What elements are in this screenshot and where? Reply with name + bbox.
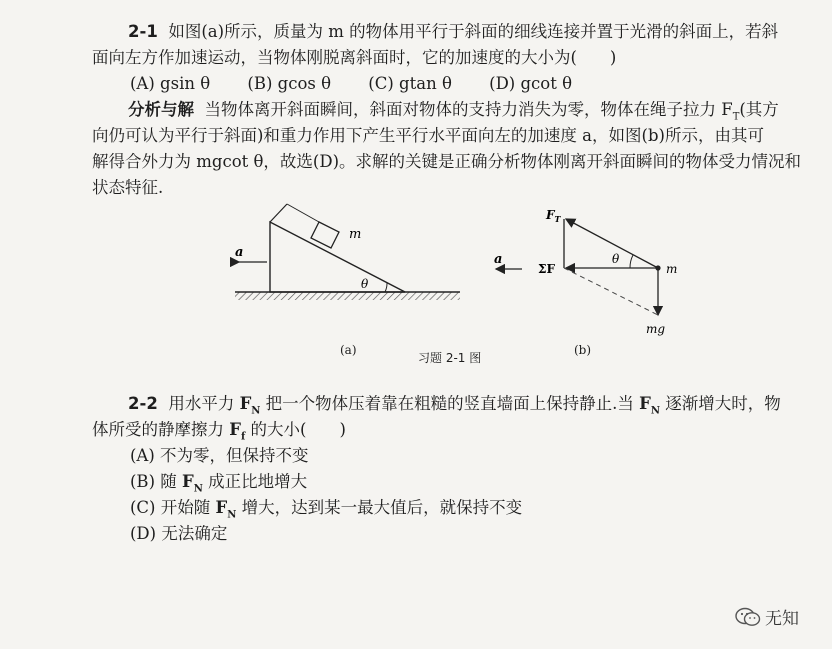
- watermark: [735, 604, 799, 629]
- option-a: (A) gsin θ: [130, 74, 211, 93]
- caption-b: (b): [574, 343, 592, 357]
- dashed-diagonal: [564, 268, 658, 315]
- label-a: a: [235, 245, 244, 260]
- label-theta: θ: [361, 277, 369, 291]
- problem-text: 如图(a)所示，质量为 m 的物体用平行于斜面的细线连接并置于光滑的斜面上，若斜: [168, 22, 779, 41]
- option-2d: (D) 无法确定: [130, 524, 228, 543]
- problem-2-1-line-2: 面向左方作加速运动，当物体刚脱离斜面时，它的加速度的大小为( ): [92, 48, 617, 67]
- option-b: (B) gcos θ: [247, 74, 332, 93]
- option-2c: (C) 开始随 $F_N$ 增大，达到某一最大值后，就保持不变: [130, 498, 523, 521]
- string: [287, 204, 319, 222]
- ground-hatching: [235, 292, 460, 300]
- problem-2-2-line-1: [128, 394, 781, 421]
- label-theta-b: θ: [612, 252, 620, 266]
- analysis-line-4: 状态特征.: [92, 178, 164, 197]
- mass-point: [655, 265, 660, 270]
- text: 用水平力: [168, 394, 235, 413]
- figure-a: [225, 200, 470, 314]
- watermark-text: 无知: [765, 609, 799, 629]
- figure-b: [490, 205, 690, 344]
- fn-symbol-2: $F_N$: [639, 394, 661, 417]
- problem-2-1-line-1: [128, 22, 778, 42]
- theta-arc: [385, 283, 387, 292]
- option-2a: (A) 不为零，但保持不变: [130, 446, 309, 465]
- label-a-b: a: [494, 252, 503, 267]
- fn-symbol: $F_N$: [239, 394, 261, 417]
- analysis-line-2: 向仍可认为平行于斜面)和重力作用下产生平行水平面向左的加速度 a，如图(b)所示，由其可: [92, 126, 764, 145]
- figure-a-diagram: [225, 200, 470, 310]
- option-2b: (B) 随 $F_N$ 成正比地增大: [130, 472, 308, 495]
- label-mg: mg: [646, 322, 666, 336]
- text: 把一个物体压着靠在粗糙的竖直墙面上保持静止.当: [265, 394, 634, 413]
- problem-2-2-line-2: [92, 420, 346, 447]
- text: 的大小( ): [250, 420, 346, 439]
- label-sumf: ΣF: [538, 262, 556, 276]
- label-ft: $F_T$: [546, 208, 561, 224]
- wechat-icon: [735, 607, 761, 627]
- caption-a: (a): [340, 343, 357, 357]
- label-m-b: m: [666, 262, 678, 276]
- figure-b-diagram: [490, 205, 690, 340]
- label-m: m: [349, 227, 362, 242]
- string-post: [270, 204, 287, 222]
- figure-title: 习题 2-1 图: [418, 351, 482, 365]
- problem-number: 2-1: [128, 22, 158, 41]
- theta-arc-b: [630, 255, 633, 268]
- problem-2-1-options: [130, 74, 604, 94]
- problem-number-2: 2-2: [128, 394, 158, 413]
- analysis-label: 分析与解: [128, 100, 194, 119]
- analysis-line-3: 解得合外力为 mgcot θ，故选(D)。求解的关键是正确分析物体刚离开斜面瞬间的物体受力情况和: [92, 152, 802, 171]
- option-d: (D) gcot θ: [489, 74, 573, 93]
- subscript: T: [732, 111, 740, 123]
- analysis-line-1: [128, 100, 779, 127]
- ff-symbol: $F_f$: [229, 420, 246, 443]
- analysis-text: 当物体离开斜面瞬间，斜面对物体的支持力消失为零，物体在绳子拉力 F: [204, 100, 733, 119]
- analysis-text-tail: (其方: [739, 100, 779, 119]
- text: 体所受的静摩擦力: [92, 420, 224, 439]
- block-m: [311, 222, 339, 248]
- text: 逐渐增大时，物: [665, 394, 781, 413]
- option-c: (C) gtan θ: [368, 74, 452, 93]
